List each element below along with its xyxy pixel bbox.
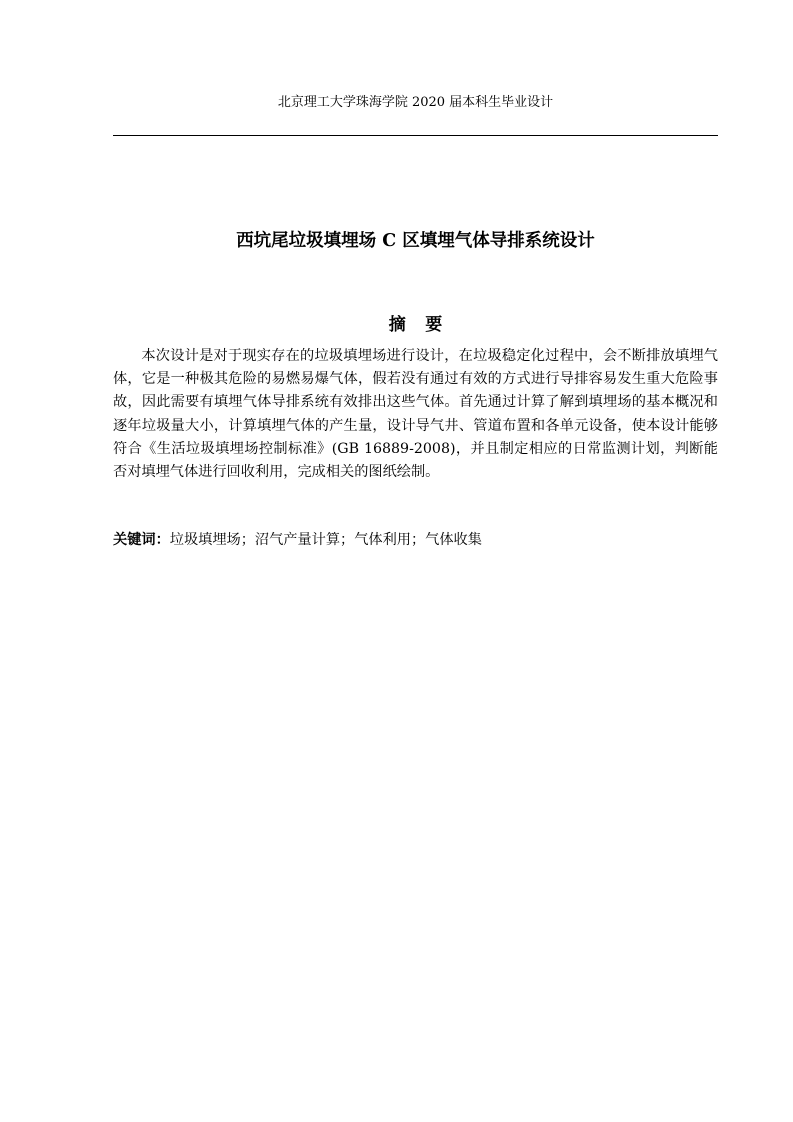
thesis-title: 西坑尾垃圾填埋场 C 区填埋气体导排系统设计 <box>236 231 595 251</box>
abstract-paragraph: 本次设计是对于现实存在的垃圾填埋场进行设计，在垃圾稳定化过程中，会不断排放填埋气体，它是一种极其危险的易燃易爆气体，假若没有通过有效的方式进行导排容易发生重大危险事故，因此需要有填埋气体导排系统有效排出这些气体。首先通过计算了解到填埋场的基本概况和逐年垃圾量大小，计算填埋气体的产生量，设计导气井、管道布置和各单元设备，使本设计能够符合《生活垃圾填埋场控制标准》(GB 16889-2008)，并且制定相应的日常监测计划，判断能否对填埋气体进行回收利用，完成相关的图纸绘制。 <box>113 348 718 481</box>
running-header: 北京理工大学珠海学院 2020 届本科生毕业设计 <box>277 95 554 110</box>
abstract-heading: 摘要 <box>388 315 462 335</box>
keywords-line <box>113 529 718 552</box>
keywords-label: 关键词： <box>113 532 170 548</box>
header-divider <box>113 135 718 136</box>
keywords-value: 垃圾填埋场；沼气产量计算；气体利用；气体收集 <box>169 532 482 548</box>
